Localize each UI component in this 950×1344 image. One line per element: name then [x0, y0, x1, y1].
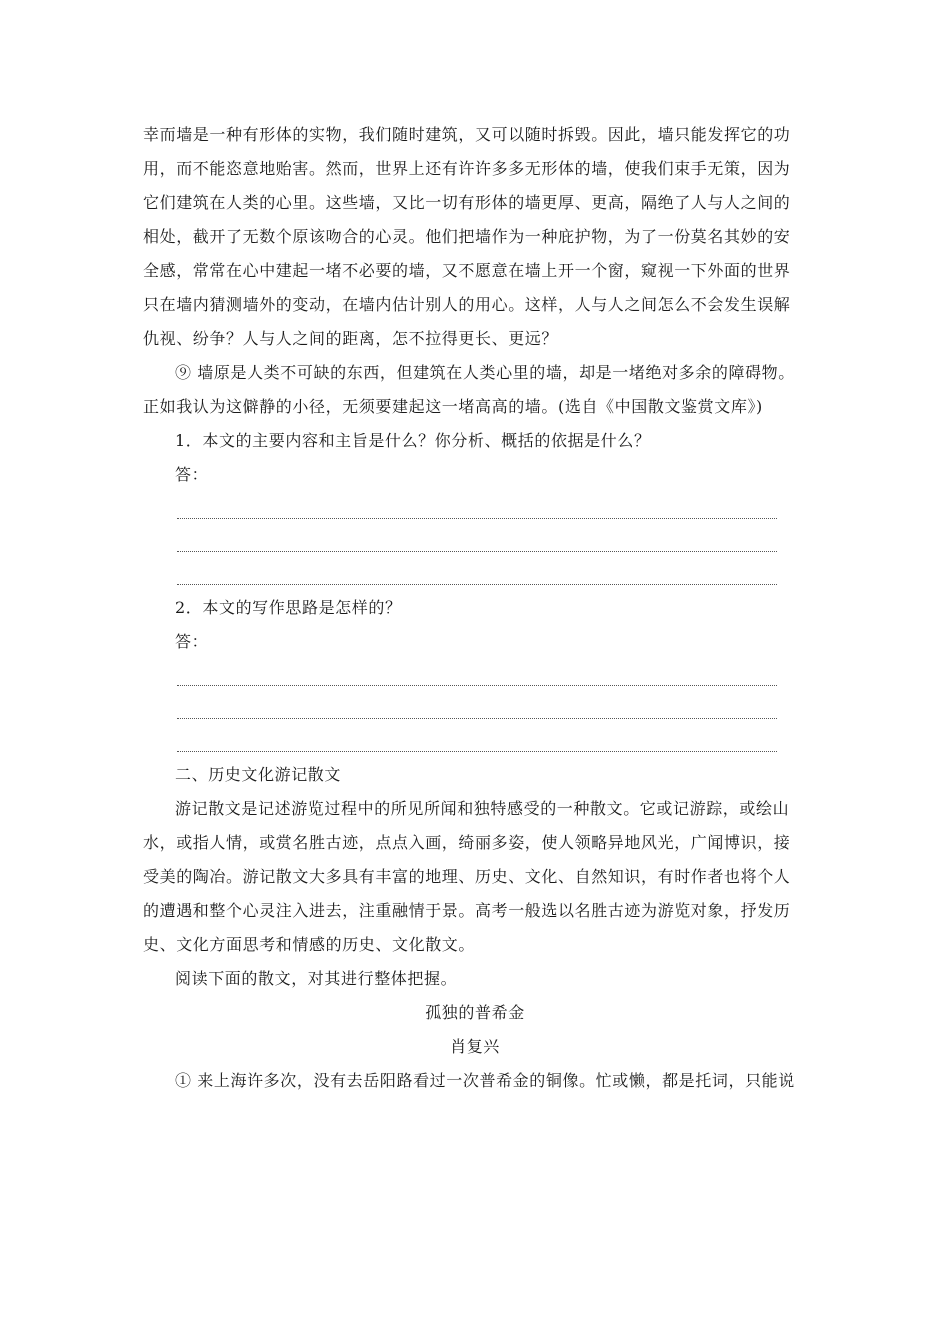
- question-text: 1．本文的主要内容和主旨是什么？你分析、概括的依据是什么？: [175, 431, 651, 450]
- text-line: 受美的陶冶。游记散文大多具有丰富的地理、历史、文化、自然知识，有时作者也将个人: [143, 867, 791, 886]
- text-line: 正如我认为这僻静的小径，无须要建起这一堵高高的墙。(选自《中国散文鉴赏文库》): [143, 397, 763, 416]
- section-2: [143, 758, 807, 1098]
- essay-author: 肖复兴: [450, 1037, 500, 1056]
- text-line: 仇视、纷争？人与人之间的距离，怎不拉得更长、更远？: [143, 329, 559, 348]
- section-heading: 二、历史文化游记散文: [175, 765, 342, 784]
- text-line: 史、文化方面思考和情感的历史、文化散文。: [143, 935, 476, 954]
- answer-line[interactable]: [143, 725, 807, 758]
- text-line: 的遭遇和整个心灵注入进去，注重融情于景。高考一般选以名胜古迹为游览对象，抒发历: [143, 901, 791, 920]
- text-line: 它们建筑在人类的心里。这些墙，又比一切有形体的墙更厚、更高，隔绝了人与人之间的: [143, 193, 791, 212]
- question-text: 2．本文的写作思路是怎样的？: [175, 598, 402, 617]
- text-line: 游记散文是记述游览过程中的所见所闻和独特感受的一种散文。它或记游踪，或绘山: [175, 799, 790, 818]
- instruction-text: 阅读下面的散文，对其进行整体把握。: [175, 969, 458, 988]
- answer-label: 答：: [175, 632, 209, 651]
- text-line: ⑨ 墙原是人类不可缺的东西，但建筑在人类心里的墙，却是一堵绝对多余的障碍物。: [175, 363, 795, 382]
- answer-line[interactable]: [143, 692, 807, 725]
- answer-line[interactable]: [143, 558, 807, 591]
- paragraph-9: [143, 356, 807, 424]
- paragraph-8: [143, 118, 807, 356]
- text-line: 只在墙内猜测墙外的变动，在墙内估计别人的用心。这样，人与人之间怎么不会发生误解: [143, 295, 791, 314]
- answer-line[interactable]: [143, 492, 807, 525]
- document-page: [143, 118, 807, 1098]
- question-2: [143, 591, 807, 758]
- essay-title: 孤独的普希金: [425, 1003, 525, 1022]
- text-line: 幸而墙是一种有形体的实物，我们随时建筑，又可以随时拆毁。因此，墙只能发挥它的功: [143, 125, 791, 144]
- answer-line[interactable]: [143, 525, 807, 558]
- text-line: 水，或指人情，或赏名胜古迹，点点入画，绮丽多姿，使人领略异地风光，广闻博识，接: [143, 833, 791, 852]
- answer-label: 答：: [175, 465, 209, 484]
- answer-line[interactable]: [143, 659, 807, 692]
- text-line: ① 来上海许多次，没有去岳阳路看过一次普希金的铜像。忙或懒，都是托词，只能说: [175, 1071, 795, 1090]
- question-1: [143, 424, 807, 591]
- text-line: 用，而不能恣意地贻害。然而，世界上还有许许多多无形体的墙，使我们束手无策，因为: [143, 159, 791, 178]
- text-line: 全感，常常在心中建起一堵不必要的墙，又不愿意在墙上开一个窗，窥视一下外面的世界: [143, 261, 791, 280]
- text-line: 相处，截开了无数个原该吻合的心灵。他们把墙作为一种庇护物，为了一份莫名其妙的安: [143, 227, 791, 246]
